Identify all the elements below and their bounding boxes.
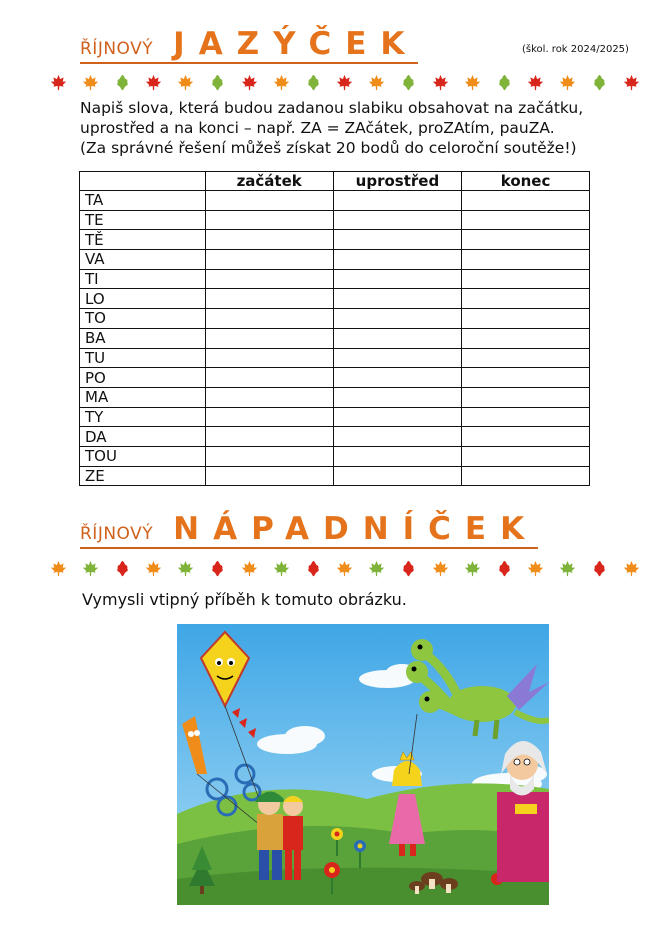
answer-cell-start[interactable] <box>205 348 333 368</box>
autumn-leaves-border-bottom <box>50 558 640 578</box>
maple-leaf-icon <box>336 560 353 577</box>
maple-leaf-icon <box>623 74 640 91</box>
answer-cell-middle[interactable] <box>333 210 461 230</box>
answer-cell-start[interactable] <box>205 289 333 309</box>
answer-cell-middle[interactable] <box>333 289 461 309</box>
answer-cell-start[interactable] <box>205 269 333 289</box>
maple-leaf-icon <box>368 74 385 91</box>
answer-cell-end[interactable] <box>462 309 590 329</box>
answer-cell-middle[interactable] <box>333 191 461 211</box>
answer-cell-middle[interactable] <box>333 446 461 466</box>
maple-leaf-icon <box>145 560 162 577</box>
table-row <box>80 210 590 230</box>
oak-leaf-icon <box>209 74 226 91</box>
answer-cell-end[interactable] <box>462 210 590 230</box>
autumn-leaves-border-top <box>50 72 640 92</box>
oak-leaf-icon <box>305 560 322 577</box>
maple-leaf-icon <box>464 560 481 577</box>
answer-cell-start[interactable] <box>205 309 333 329</box>
cartoon-scene-image <box>177 624 549 905</box>
answer-cell-start[interactable] <box>205 250 333 270</box>
maple-leaf-icon <box>241 560 258 577</box>
answer-cell-middle[interactable] <box>333 250 461 270</box>
column-header-end: konec <box>462 172 590 191</box>
maple-leaf-icon <box>50 74 67 91</box>
table-row <box>80 191 590 211</box>
table-row <box>80 289 590 309</box>
syllable-cell: TI <box>80 269 206 289</box>
maple-leaf-icon <box>50 560 67 577</box>
oak-leaf-icon <box>305 74 322 91</box>
answer-cell-end[interactable] <box>462 269 590 289</box>
syllable-cell: PO <box>80 368 206 388</box>
answer-cell-middle[interactable] <box>333 348 461 368</box>
section2-title <box>80 511 538 549</box>
answer-cell-middle[interactable] <box>333 427 461 447</box>
table-row <box>80 269 590 289</box>
section2-title-big: NÁPADNÍČEK <box>173 511 539 547</box>
syllable-cell: ZE <box>80 466 206 486</box>
answer-cell-middle[interactable] <box>333 328 461 348</box>
maple-leaf-icon <box>527 560 544 577</box>
maple-leaf-icon <box>559 560 576 577</box>
maple-leaf-icon <box>336 74 353 91</box>
maple-leaf-icon <box>273 74 290 91</box>
table-row <box>80 427 590 447</box>
table-row <box>80 446 590 466</box>
column-header-middle: uprostřed <box>333 172 461 191</box>
oak-leaf-icon <box>114 560 131 577</box>
table-row <box>80 466 590 486</box>
answer-cell-end[interactable] <box>462 289 590 309</box>
table-row <box>80 328 590 348</box>
answer-cell-middle[interactable] <box>333 269 461 289</box>
maple-leaf-icon <box>82 74 99 91</box>
syllable-cell: LO <box>80 289 206 309</box>
syllable-table-body <box>80 191 590 486</box>
answer-cell-start[interactable] <box>205 230 333 250</box>
maple-leaf-icon <box>527 74 544 91</box>
oak-leaf-icon <box>209 560 226 577</box>
section2-title-small: ŘÍJNOVÝ <box>80 524 154 544</box>
answer-cell-end[interactable] <box>462 328 590 348</box>
instructions <box>80 98 620 158</box>
answer-cell-start[interactable] <box>205 210 333 230</box>
table-row <box>80 309 590 329</box>
answer-cell-end[interactable] <box>462 368 590 388</box>
oak-leaf-icon <box>591 560 608 577</box>
answer-cell-middle[interactable] <box>333 466 461 486</box>
answer-cell-start[interactable] <box>205 427 333 447</box>
maple-leaf-icon <box>177 74 194 91</box>
table-row <box>80 348 590 368</box>
maple-leaf-icon <box>368 560 385 577</box>
syllable-cell: TĚ <box>80 230 206 250</box>
instruction-line: Napiš slova, která budou zadanou slabiku obsahovat na začátku, <box>80 99 584 117</box>
syllable-cell: TY <box>80 407 206 427</box>
syllable-cell: DA <box>80 427 206 447</box>
instruction-line: uprostřed a na konci – např. ZA = ZAčátek, proZAtím, pauZA. <box>80 119 555 137</box>
answer-cell-start[interactable] <box>205 368 333 388</box>
syllable-cell: TE <box>80 210 206 230</box>
oak-leaf-icon <box>591 74 608 91</box>
table-row <box>80 407 590 427</box>
maple-leaf-icon <box>432 560 449 577</box>
oak-leaf-icon <box>400 74 417 91</box>
maple-leaf-icon <box>177 560 194 577</box>
answer-cell-middle[interactable] <box>333 407 461 427</box>
answer-cell-end[interactable] <box>462 387 590 407</box>
oak-leaf-icon <box>114 74 131 91</box>
section1-title-small: ŘÍJNOVÝ <box>80 39 154 59</box>
story-task: Vymysli vtipný příběh k tomuto obrázku. <box>82 590 407 609</box>
answer-cell-end[interactable] <box>462 427 590 447</box>
answer-cell-end[interactable] <box>462 250 590 270</box>
table-row <box>80 230 590 250</box>
answer-cell-end[interactable] <box>462 230 590 250</box>
section1-title-big: JAZÝČEK <box>173 26 419 62</box>
table-row <box>80 250 590 270</box>
answer-cell-start[interactable] <box>205 466 333 486</box>
syllable-cell: TU <box>80 348 206 368</box>
answer-cell-middle[interactable] <box>333 387 461 407</box>
maple-leaf-icon <box>432 74 449 91</box>
maple-leaf-icon <box>241 74 258 91</box>
table-header-row <box>80 172 590 191</box>
syllable-cell: MA <box>80 387 206 407</box>
answer-cell-end[interactable] <box>462 407 590 427</box>
oak-leaf-icon <box>496 74 513 91</box>
answer-cell-middle[interactable] <box>333 368 461 388</box>
answer-cell-end[interactable] <box>462 466 590 486</box>
syllable-table <box>79 171 590 486</box>
answer-cell-start[interactable] <box>205 446 333 466</box>
school-year-note: (škol. rok 2024/2025) <box>522 44 629 55</box>
syllable-cell: VA <box>80 250 206 270</box>
maple-leaf-icon <box>273 560 290 577</box>
answer-cell-end[interactable] <box>462 348 590 368</box>
answer-cell-middle[interactable] <box>333 230 461 250</box>
syllable-cell: TO <box>80 309 206 329</box>
column-header <box>80 172 206 191</box>
maple-leaf-icon <box>623 560 640 577</box>
maple-leaf-icon <box>559 74 576 91</box>
answer-cell-end[interactable] <box>462 446 590 466</box>
maple-leaf-icon <box>145 74 162 91</box>
table-row <box>80 387 590 407</box>
answer-cell-start[interactable] <box>205 191 333 211</box>
section1-title <box>80 26 418 64</box>
oak-leaf-icon <box>496 560 513 577</box>
maple-leaf-icon <box>464 74 481 91</box>
instruction-line: (Za správné řešení můžeš získat 20 bodů do celoroční soutěže!) <box>80 139 577 157</box>
syllable-cell: TA <box>80 191 206 211</box>
answer-cell-middle[interactable] <box>333 309 461 329</box>
table-row <box>80 368 590 388</box>
oak-leaf-icon <box>400 560 417 577</box>
column-header-start: začátek <box>205 172 333 191</box>
answer-cell-start[interactable] <box>205 407 333 427</box>
answer-cell-end[interactable] <box>462 191 590 211</box>
maple-leaf-icon <box>82 560 99 577</box>
answer-cell-start[interactable] <box>205 328 333 348</box>
answer-cell-start[interactable] <box>205 387 333 407</box>
story-illustration <box>177 624 549 905</box>
syllable-cell: BA <box>80 328 206 348</box>
syllable-cell: TOU <box>80 446 206 466</box>
